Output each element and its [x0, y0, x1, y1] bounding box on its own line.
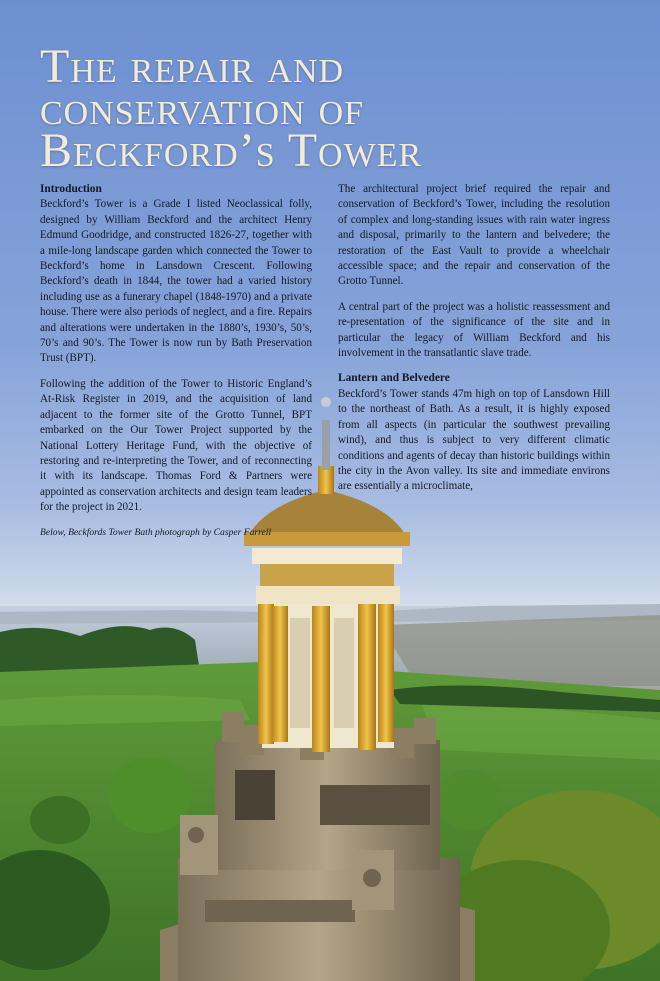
article-title	[40, 40, 640, 177]
introduction-paragraph-2: Following the addition of the Tower to Historic England’s At-Risk Register in 2019, and the acquisition of land adjacent to the former site of the Grotto Tunnel, BPT embarked on the Our Tower Project supported by the National Lottery Heritage Fund, with the objective of restoring and re-interpreting the Tower, and of reconnecting it with its landscape. Thomas Ford & Partners were appointed as conservation architects and design team leaders for the project in 2021.	[40, 377, 312, 514]
brief-paragraph: The architectural project brief required the repair and conservation of Beckford’s Tower, including the resolution of complex and long-standing issues with rain water ingress and disposal, primarily to the lantern and belvedere; the restoration of the East Vault to provide a wheelchair accessible space; and the repair and conservation of the Grotto Tunnel.	[338, 183, 610, 288]
lantern-belvedere-heading: Lantern and Belvedere	[338, 372, 450, 385]
introduction-paragraph-1: Beckford’s Tower is a Grade I listed Neoclassical folly, designed by William Beckford and the architect Henry Edmund Goodridge, and constructed 1826-27, together with a mile-long landscape garden which connected the Tower to Beckford’s home in Lansdown Crescent. Following Beckford’s death in 1844, the tower had a varied history including use as a funerary chapel (1848-1970) and a private house. There were also periods of neglect, and a fire. Repairs and alterations were undertaken in the 1880’s, 1930’s, 50’s, 70’s and 90’s. The Tower is now run by Bath Preservation Trust (BPT).	[40, 198, 312, 365]
left-column	[40, 182, 312, 549]
lantern-paragraph: Beckford’s Tower stands 47m high on top of Lansdown Hill to the northeast of Bath. As a result, it is highly exposed from all aspects (in particular the southwest prevailing wind), and thus is subject to very different climatic conditions and agents of decay than historic buildings within the city in the Avon valley. Its site and immediate environs are essentially a microclimate,	[338, 387, 610, 493]
title-line-3: Beckford’s Tower	[40, 124, 423, 177]
right-column	[338, 182, 610, 505]
introduction-heading: Introduction	[40, 183, 102, 195]
photo-caption: Below, Beckfords Tower Bath photograph by Casper Farrell	[40, 526, 272, 538]
significance-paragraph: A central part of the project was a holistic reassessment and re-presentation of the significance of the site and in particular the legacy of William Beckford and his involvement in the transatlantic slave trade.	[338, 300, 610, 360]
title-line-1: The repair and	[40, 40, 345, 93]
title-line-2: conservation of	[40, 82, 365, 135]
